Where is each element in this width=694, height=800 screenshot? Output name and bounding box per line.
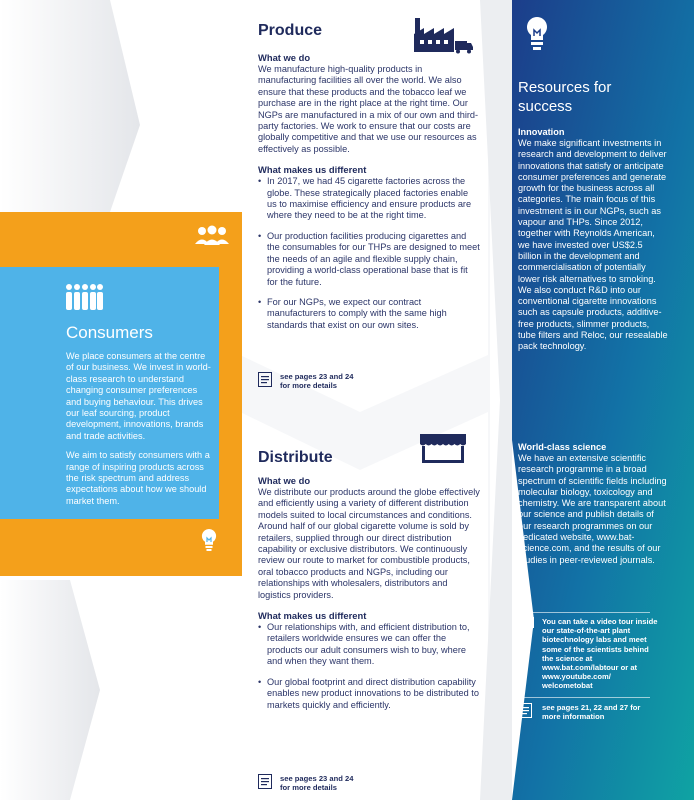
science-text: We have an extensive scientific research programme in a broad spectrum of scientific fields including molecular biology, toxicology and chemistry. We are transparent about our science and publish details of our research programmes on our dedicated website, www.bat-science.com, and the results of our studies in peer-reviewed journals. <box>518 453 667 565</box>
consumers-title: Consumers <box>66 323 153 342</box>
consumers-paragraph-1: We place consumers at the centre of our business. We invest in world-class research to understand changing consumer preferences and buying behaviour. This drives our leaf sourcing, product development, innovations, brands and trade activities. <box>66 351 211 441</box>
resources-title: Resources for success <box>518 79 612 115</box>
consumers-text <box>66 351 214 515</box>
distribute-title: Distribute <box>258 449 333 466</box>
produce-body <box>258 47 480 340</box>
consumers-paragraph-2: We aim to satisfy consumers with a range of inspiring products across the risk spectrum and address expectations about how we should market them. <box>66 450 210 506</box>
innovation-heading: Innovation <box>518 127 565 137</box>
resources-science <box>518 442 668 566</box>
video-tour-note[interactable] <box>518 617 660 691</box>
list-item: • For our NGPs, we expect our contract manufacturers to comply with the same high standards that exist on our own sites. <box>258 297 480 331</box>
distribute-ref-line-2: for more details <box>280 783 337 792</box>
produce-ref-line-1: see pages 23 and 24 <box>280 372 354 381</box>
list-item: • Our production facilities producing cigarettes and the consumables for our THPs are designed to meet the needs of an agile and flexible supply chain, providing a world-class operational base that is fit for the future. <box>258 231 480 288</box>
distribute-diff-heading: What makes us different <box>258 610 367 622</box>
divider <box>518 697 650 698</box>
produce-what-heading: What we do <box>258 52 311 63</box>
science-heading: World-class science <box>518 442 607 452</box>
innovation-text: We make significant investments in research and development to deliver innovations that satisfy or anticipate consumer preferences and generate growth for the business across all categories. The main focus of this investment is in our NGPs, such as vapour and THPs. Since 2012, together with Reynolds American, we have invested over US$2.5 billion in the development and commercialisation of potentially lower risk alternatives to smoking. We also conduct R&D into our conventional cigarette innovations such as capsule products, additive-free products, slimmer products, tube filters and Reloc, our resealable pack technology. <box>518 138 668 352</box>
distribute-what-text: We distribute our products around the globe effectively and efficiently using a variety of different distribution models suited to local circumstances and conditions. Around half of our global cigarette volume is sold by retailers, supplied through our direct distribution capability or exclusive distributors. We continuously review our route to market for combustible products, oral tobacco products and NGPs, including our relationships with wholesalers, distributors and logistics providers. <box>258 487 480 600</box>
lightbulb-icon <box>201 528 217 557</box>
produce-diff-heading: What makes us different <box>258 164 367 176</box>
resources-see-pages-link[interactable] <box>518 703 660 723</box>
distribute-ref-line-1: see pages 23 and 24 <box>280 774 354 783</box>
crowd-icon <box>64 283 104 318</box>
resources-pages-text: see pages 21, 22 and 27 for more information <box>542 703 641 722</box>
document-icon <box>518 703 534 723</box>
lightbulb-icon <box>526 16 548 57</box>
document-icon <box>258 774 272 789</box>
distribute-bullets <box>258 622 480 711</box>
video-screen-icon <box>518 617 534 635</box>
produce-what-text: We manufacture high-quality products in manufacturing facilities all over the world. We also ensure that these products and the tobacco leaf we purchase are in the right place at the right time. Our NGPs are manufactured in a mix of our own and third-party factories. We work to ensure that our costs are globally competitive and that we use our resources as effectively as possible. <box>258 64 479 154</box>
divider <box>518 612 650 613</box>
resources-innovation <box>518 127 668 353</box>
shop-icon <box>418 432 468 469</box>
document-icon <box>258 372 272 387</box>
list-item: • In 2017, we had 45 cigarette factories across the globe. These strategically placed factories enable us to maximise efficiency and ensure products are where they need to be at the right time. <box>258 176 480 222</box>
distribute-body <box>258 470 480 720</box>
produce-ref-line-2: for more details <box>280 381 337 390</box>
produce-title: Produce <box>258 22 323 39</box>
distribute-see-pages-link[interactable] <box>258 774 353 792</box>
distribute-what-heading: What we do <box>258 475 311 486</box>
list-item: • Our relationships with, and efficient distribution to, retailers worldwide ensures we can offer the products our adult consumers wish to buy, where and when they want them. <box>258 622 480 668</box>
produce-see-pages-link[interactable] <box>258 372 353 390</box>
produce-bullets <box>258 176 480 331</box>
list-item: • Our global footprint and direct distribution capability enables new product innovations to be distributed to markets quickly and efficiently. <box>258 677 480 711</box>
video-tour-text: You can take a video tour inside our state-of-the-art plant biotechnology labs and meet some of the scientists behind the science at www.bat.com/labtour or at www.youtube.com/ welcometobat <box>542 617 658 691</box>
people-icon <box>185 220 235 256</box>
